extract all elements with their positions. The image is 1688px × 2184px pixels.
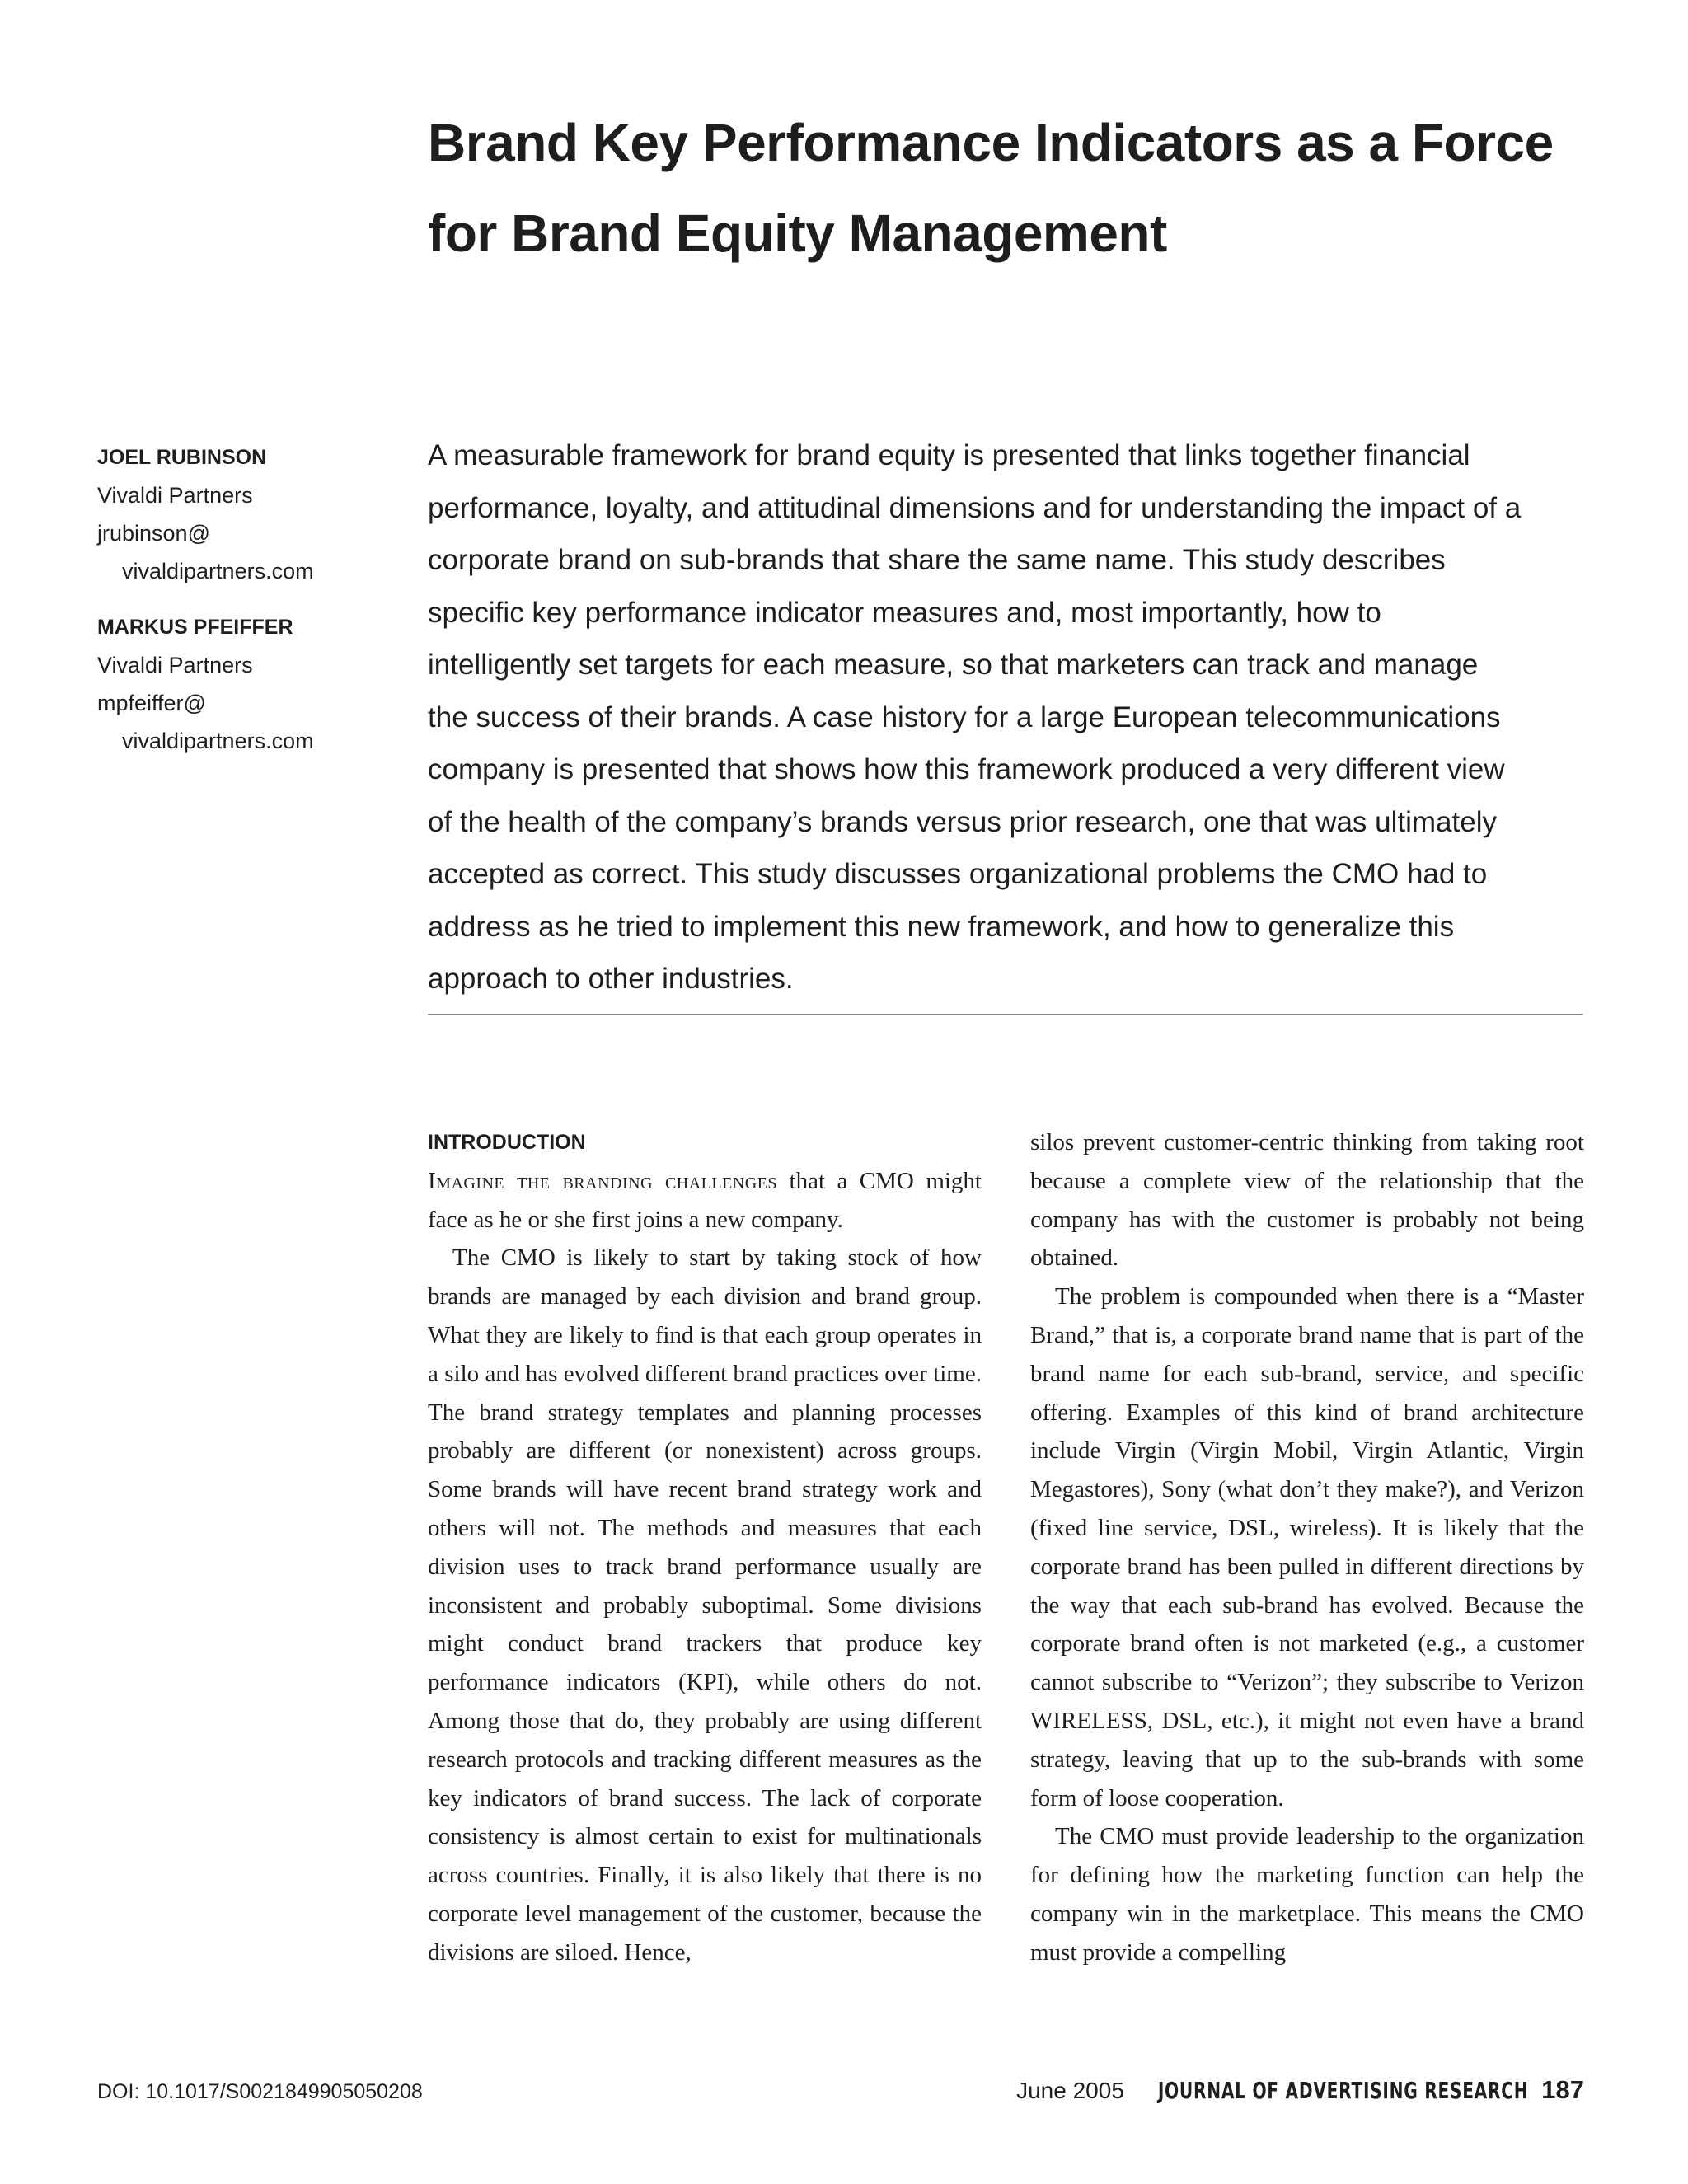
body-paragraph: The CMO must provide leadership to the organization for defining how the marketing function can help the company win in the marketplace. This means the CMO must provide a compelling	[1030, 1823, 1584, 1966]
lead-in: Imagine the branding challenges	[428, 1167, 778, 1194]
abstract-line: approach to other industries.	[428, 963, 794, 995]
author-1	[97, 438, 361, 590]
author-name: JOEL RUBINSON	[97, 446, 267, 469]
article-title	[428, 97, 1598, 279]
abstract-line: performance, loyalty, and attitudinal dimensions and for understanding the impact of a	[428, 491, 1522, 524]
abstract-line: address as he tried to implement this new framework, and how to generalize this	[428, 910, 1455, 943]
abstract-line: of the health of the company’s brands versus prior research, one that was ultimately	[428, 805, 1497, 838]
author-email-domain: vivaldipartners.com	[122, 729, 314, 753]
doi: DOI: 10.1017/S0021849905050208	[97, 2080, 423, 2103]
title-line: for Brand Equity Management	[428, 204, 1167, 263]
abstract-line: company is presented that shows how this framework produced a very different view	[428, 753, 1505, 785]
running-footer	[1016, 2075, 1584, 2105]
body-paragraph	[428, 1162, 982, 1240]
abstract-line: intelligently set targets for each measure, so that marketers can track and manage	[428, 649, 1479, 681]
page-number: 187	[1541, 2075, 1584, 2104]
abstract-line: specific key performance indicator measures and, most importantly, how to	[428, 596, 1381, 629]
author-2	[97, 608, 361, 760]
author-name: MARKUS PFEIFFER	[97, 616, 293, 639]
abstract-line: corporate brand on sub-brands that share the same name. This study describes	[428, 544, 1446, 576]
author-email-user: jrubinson@	[97, 521, 210, 546]
journal-name: JOURNAL OF ADVERTISING RESEARCH	[1157, 2077, 1529, 2104]
body-paragraph: The problem is compounded when there is a “Master Brand,” that is, a corporate brand name that is part of the brand name for each sub-brand, service, and specific offering. Examples of this kind of brand architecture include Virgin (Virgin Mobil, Virgin Atlantic, Virgin Megastores), Sony (what don’t they make?), and Verizon (fixed line service, DSL, wireless). It is likely that the corporate brand has been pulled in different directions by the way that each sub-brand has evolved. Because the corporate brand often is not marketed (e.g., a customer cannot subscribe to “Verizon”; they subscribe to Verizon WIRELESS, DSL, etc.), it might not even have a brand strategy, leaving that up to the sub-brands with some form of loose cooperation.	[1030, 1283, 1584, 1811]
author-email-domain: vivaldipartners.com	[122, 559, 314, 583]
abstract-divider	[428, 1014, 1583, 1015]
abstract	[428, 429, 1602, 1005]
body-paragraph: The CMO is likely to start by taking stock of how brands are managed by each division and brand group. What they are likely to find is that each group operates in a silo and has evolved different brand practices over time. The brand strategy templates and planning processes probably are different (or nonexistent) across groups. Some brands will have recent brand strategy work and others will not. The methods and measures that each division uses to track brand performance usually are inconsistent and probably suboptimal. Some divisions might conduct brand trackers that produce key performance indicators (KPI), while others do not. Among those that do, they probably are using different research protocols and tracking different measures as the key indicators of brand success. The lack of corporate consistency is almost certain to exist for multinationals across countries. Finally, it is also likely that there is no corporate level management of the customer, because the divisions are siloed. Hence,	[428, 1244, 982, 1966]
body-column-left	[428, 1123, 982, 1972]
body-column-right	[1030, 1123, 1584, 1972]
title-line: Brand Key Performance Indicators as a Force	[428, 113, 1554, 172]
author-block	[97, 438, 361, 778]
abstract-line: A measurable framework for brand equity is presented that links together financial	[428, 439, 1470, 471]
author-email-user: mpfeiffer@	[97, 691, 206, 715]
paragraph-text: that a CMO might face as he or she first joins a new company.	[428, 1167, 982, 1233]
issue-date: June 2005	[1016, 2078, 1124, 2103]
body-paragraph: silos prevent customer-centric thinking from taking root because a complete view of the relationship that the company has with the customer is probably not being obtained.	[1030, 1129, 1584, 1272]
abstract-line: the success of their brands. A case history for a large European telecommunications	[428, 701, 1501, 733]
author-affiliation: Vivaldi Partners	[97, 483, 253, 508]
abstract-line: accepted as correct. This study discusses organizational problems the CMO had to	[428, 858, 1488, 890]
section-heading: INTRODUCTION	[428, 1131, 586, 1154]
author-affiliation: Vivaldi Partners	[97, 653, 253, 677]
